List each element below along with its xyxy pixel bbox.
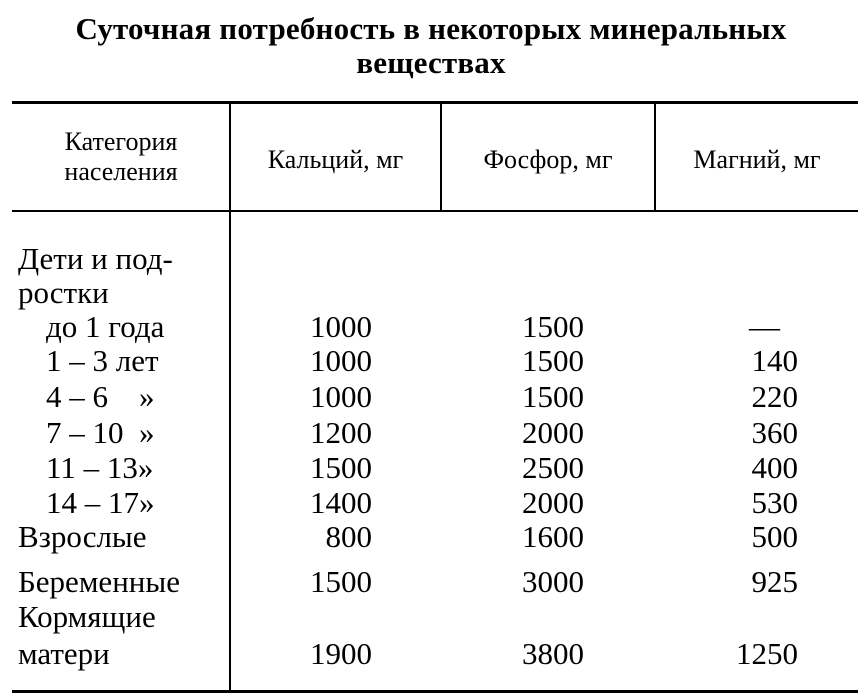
calcium-value: 1500 [310,450,372,485]
row-label: Взрослые [18,519,147,554]
calcium-value: 1000 [310,309,372,344]
calcium-value: 1000 [310,343,372,378]
magnesium-value: 1250 [736,636,798,671]
row-label: 14 – 17» [46,485,155,520]
calcium-value: 800 [325,519,372,554]
phosphorus-value: 3000 [522,564,584,599]
group-children-line-1: Дети и под- [18,241,173,276]
magnesium-value: 925 [751,564,798,599]
magnesium-value: 400 [751,450,798,485]
phosphorus-value: 2500 [522,450,584,485]
table-bottom-rule [12,690,858,693]
magnesium-value: 140 [751,343,798,378]
calcium-value: 1000 [310,379,372,414]
magnesium-value: — [749,309,780,344]
row-label: 11 – 13» [46,450,154,485]
header-category-line-1: Категория [64,127,178,156]
row-label: 1 – 3 лет [46,343,159,378]
header-calcium: Кальций, мг [267,145,404,174]
header-phosphorus: Фосфор, мг [483,145,613,174]
column-divider-1 [229,103,231,691]
magnesium-value: 360 [751,415,798,450]
calcium-value: 1400 [310,485,372,520]
row-label: до 1 года [46,309,165,344]
page-title [0,12,862,80]
phosphorus-value: 1500 [522,379,584,414]
phosphorus-value: 2000 [522,485,584,520]
row-label: 7 – 10 » [46,415,155,450]
table-top-rule [12,101,858,104]
phosphorus-value: 1500 [522,343,584,378]
row-label: Беременные [18,564,180,599]
header-magnesium: Магний, мг [693,145,821,174]
header-bottom-rule [12,210,858,212]
phosphorus-value: 1600 [522,519,584,554]
header-category-line-2: населения [64,157,178,186]
row-label-line-1: Кормящие [18,599,156,634]
calcium-value: 1500 [310,564,372,599]
magnesium-value: 220 [751,379,798,414]
calcium-value: 1900 [310,636,372,671]
row-label-line-2: матери [18,636,110,671]
row-label: 4 – 6 » [46,379,155,414]
title-line-1: Суточная потребность в некоторых минеральных [75,11,787,46]
magnesium-value: 500 [751,519,798,554]
phosphorus-value: 2000 [522,415,584,450]
header-category [14,127,228,187]
magnesium-value: 530 [751,485,798,520]
calcium-value: 1200 [310,415,372,450]
phosphorus-value: 1500 [522,309,584,344]
phosphorus-value: 3800 [522,636,584,671]
group-children-line-2: ростки [18,275,109,310]
title-line-2: веществах [356,45,506,80]
